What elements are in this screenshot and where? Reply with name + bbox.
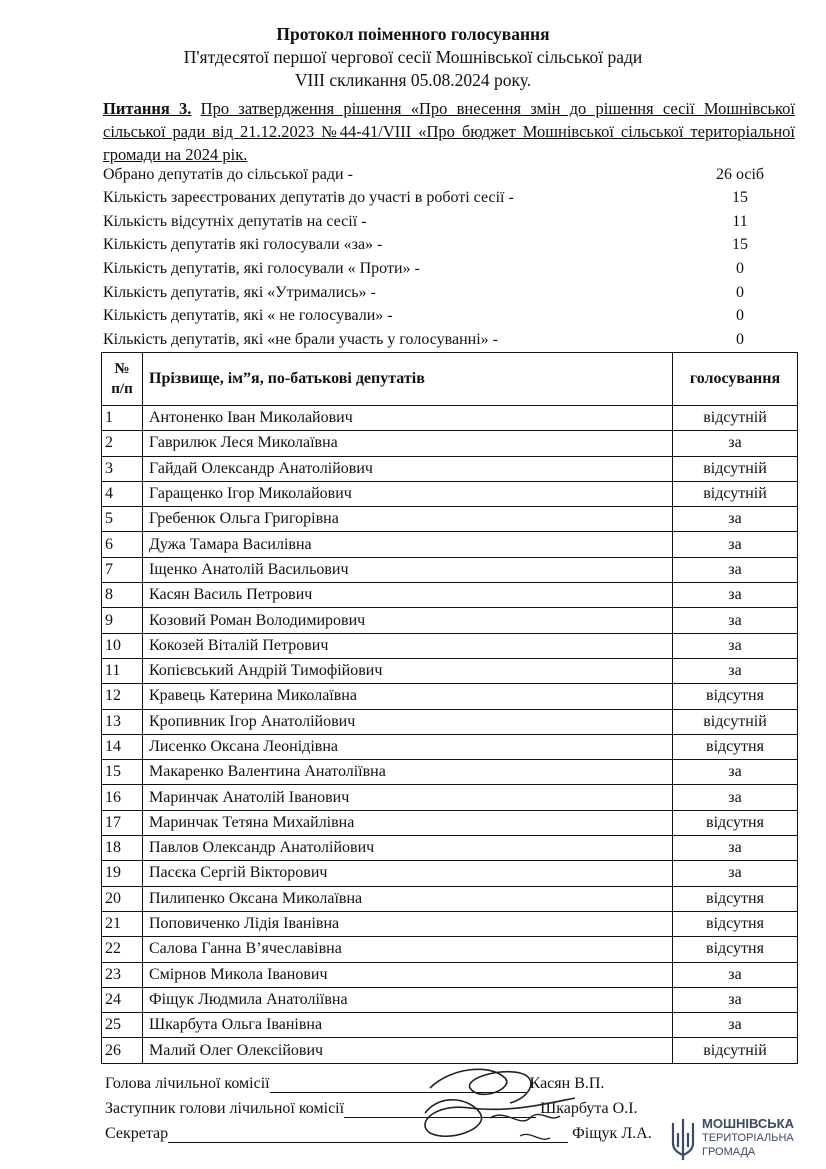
table-row	[102, 406, 798, 431]
row-number: 14	[102, 734, 143, 759]
table-row	[102, 709, 798, 734]
deputy-name: Маринчак Тетяна Михайлівна	[143, 810, 673, 835]
table-row	[102, 836, 798, 861]
vote-result: відсутній	[673, 481, 798, 506]
row-number: 13	[102, 709, 143, 734]
question-number: Питання 3.	[103, 99, 192, 118]
vote-result: за	[673, 836, 798, 861]
deputy-name: Кокозей Віталій Петрович	[143, 633, 673, 658]
row-number: 21	[102, 911, 143, 936]
row-number: 1	[102, 406, 143, 431]
table-row	[102, 810, 798, 835]
community-watermark	[668, 1115, 818, 1165]
session-title: П'ятдесятої першої чергової сесії Мошнівської сільської ради	[183, 47, 643, 67]
deputy-name: Гаращенко Ігор Миколайович	[143, 481, 673, 506]
row-number: 6	[102, 532, 143, 557]
deputy-name: Пилипенко Оксана Миколаївна	[143, 886, 673, 911]
deputy-name: Пасєка Сергій Вікторович	[143, 861, 673, 886]
vote-result: відсутня	[673, 734, 798, 759]
table-row	[102, 760, 798, 785]
deputy-name: Салова Ганна В’ячеславівна	[143, 937, 673, 962]
stat-value: 0	[736, 307, 744, 324]
row-number: 18	[102, 836, 143, 861]
table-row	[102, 608, 798, 633]
row-number: 26	[102, 1038, 143, 1063]
stat-value: 26 осіб	[715, 166, 765, 183]
row-number: 7	[102, 557, 143, 582]
stat-label: Обрано депутатів до сільської ради -	[103, 166, 353, 183]
stat-label: Кількість депутатів, які « не голосували» -	[103, 307, 393, 324]
deputy-name: Лисенко Оксана Леонідівна	[143, 734, 673, 759]
row-number: 11	[102, 658, 143, 683]
table-row	[102, 684, 798, 709]
row-number: 2	[102, 431, 143, 456]
table-row	[102, 658, 798, 683]
vote-result: за	[673, 583, 798, 608]
table-row	[102, 886, 798, 911]
deputy-name: Смірнов Микола Іванович	[143, 962, 673, 987]
deputy-name: Касян Василь Петрович	[143, 583, 673, 608]
row-number: 10	[102, 633, 143, 658]
question-paragraph	[103, 97, 795, 166]
watermark-line3: ГРОМАДА	[702, 1146, 756, 1158]
vote-result: відсутній	[673, 709, 798, 734]
vote-result: за	[673, 760, 798, 785]
table-header-row	[102, 353, 798, 406]
table-row	[102, 911, 798, 936]
table-row	[102, 962, 798, 987]
table-row	[102, 633, 798, 658]
table-row	[102, 481, 798, 506]
vote-result: за	[673, 633, 798, 658]
row-number: 23	[102, 962, 143, 987]
stat-label: Кількість зареєстрованих депутатів до участі в роботі сесії -	[103, 189, 514, 206]
deputy-name: Гайдай Олександр Анатолійович	[143, 456, 673, 481]
deputy-name: Кропивник Ігор Анатолійович	[143, 709, 673, 734]
trident-icon	[670, 1117, 696, 1161]
header-name: Прізвище, ім”я, по-батькові депутатів	[143, 353, 673, 406]
row-number: 25	[102, 1013, 143, 1038]
vote-result: за	[673, 608, 798, 633]
table-row	[102, 431, 798, 456]
vote-result: відсутній	[673, 456, 798, 481]
row-number: 8	[102, 583, 143, 608]
signature-chair: Голова лічильної комісії Касян В.П.	[105, 1075, 605, 1092]
table-row	[102, 557, 798, 582]
deputy-name: Дужа Тамара Василівна	[143, 532, 673, 557]
row-number: 17	[102, 810, 143, 835]
stat-label: Кількість депутатів які голосували «за» -	[103, 236, 383, 253]
table-row	[102, 456, 798, 481]
table-row	[102, 861, 798, 886]
deputy-name: Антоненко Іван Миколайович	[143, 406, 673, 431]
signature-secretary: Секретар Фіщук Л.А.	[105, 1125, 652, 1142]
vote-result: за	[673, 785, 798, 810]
row-number: 15	[102, 760, 143, 785]
stat-value: 11	[732, 213, 748, 230]
row-number: 9	[102, 608, 143, 633]
convocation-date: VIII скликання 05.08.2024 року.	[294, 70, 532, 90]
vote-result: за	[673, 532, 798, 557]
question-text: Про затвердження рішення «Про внесення змін до рішення сесії Мошнівської сільської ради від 21.12.2023 №44-41/VIII «Про бюджет Мошнівської сільської територіальної громади на 2024 рік.	[103, 99, 795, 164]
row-number: 16	[102, 785, 143, 810]
header-number: № п/п	[102, 353, 143, 406]
stat-label: Кількість депутатів, які «не брали участь у голосуванні» -	[103, 331, 498, 348]
table-row	[102, 507, 798, 532]
header-vote: голосування	[673, 353, 798, 406]
row-number: 20	[102, 886, 143, 911]
deputy-name: Шкарбута Ольга Іванівна	[143, 1013, 673, 1038]
vote-result: відсутня	[673, 886, 798, 911]
watermark-line1: МОШНІВСЬКА	[702, 1116, 794, 1131]
vote-result: відсутня	[673, 684, 798, 709]
row-number: 4	[102, 481, 143, 506]
table-row	[102, 532, 798, 557]
deputy-name: Копієвський Андрій Тимофійович	[143, 658, 673, 683]
deputy-name: Іщенко Анатолій Васильович	[143, 557, 673, 582]
stat-value: 0	[736, 331, 744, 348]
table-row	[102, 583, 798, 608]
row-number: 3	[102, 456, 143, 481]
page-title: Протокол поіменного голосування	[276, 24, 550, 44]
deputy-name: Гребенюк Ольга Григорівна	[143, 507, 673, 532]
deputy-name: Павлов Олександр Анатолійович	[143, 836, 673, 861]
stat-label: Кількість депутатів, які «Утримались» -	[103, 284, 376, 301]
watermark-line2: ТЕРИТОРІАЛЬНА	[702, 1132, 794, 1144]
row-number: 5	[102, 507, 143, 532]
vote-result: відсутній	[673, 406, 798, 431]
stat-label: Кількість депутатів, які голосували « Проти» -	[103, 260, 420, 277]
row-number: 12	[102, 684, 143, 709]
stat-value: 0	[736, 284, 744, 301]
deputy-name: Фіщук Людмила Анатоліївна	[143, 987, 673, 1012]
vote-result: відсутня	[673, 911, 798, 936]
stat-value: 15	[732, 189, 748, 206]
deputy-name: Кравець Катерина Миколаївна	[143, 684, 673, 709]
row-number: 24	[102, 987, 143, 1012]
vote-result: відсутня	[673, 937, 798, 962]
stat-value: 0	[736, 260, 744, 277]
table-row	[102, 734, 798, 759]
row-number: 19	[102, 861, 143, 886]
voting-table	[101, 352, 798, 1064]
vote-result: за	[673, 557, 798, 582]
vote-result: за	[673, 431, 798, 456]
table-row	[102, 1013, 798, 1038]
stat-value: 15	[732, 236, 748, 253]
deputy-name: Малий Олег Олексійович	[143, 1038, 673, 1063]
deputy-name: Гаврилюк Леся Миколаївна	[143, 431, 673, 456]
vote-result: за	[673, 861, 798, 886]
deputy-name: Маринчак Анатолій Іванович	[143, 785, 673, 810]
vote-result: за	[673, 962, 798, 987]
table-row	[102, 937, 798, 962]
vote-result: за	[673, 658, 798, 683]
stat-label: Кількість відсутніх депутатів на сесії -	[103, 213, 367, 230]
row-number: 22	[102, 937, 143, 962]
vote-result: за	[673, 1013, 798, 1038]
vote-result: за	[673, 507, 798, 532]
deputy-name: Поповиченко Лідія Іванівна	[143, 911, 673, 936]
vote-result: відсутня	[673, 810, 798, 835]
table-row	[102, 785, 798, 810]
vote-result: відсутній	[673, 1038, 798, 1063]
table-row	[102, 987, 798, 1012]
vote-result: за	[673, 987, 798, 1012]
signature-deputy-chair: Заступник голови лічильної комісії Шкарбута О.І.	[105, 1100, 638, 1117]
deputy-name: Макаренко Валентина Анатоліївна	[143, 760, 673, 785]
handwritten-signature	[410, 1058, 590, 1158]
deputy-name: Козовий Роман Володимирович	[143, 608, 673, 633]
